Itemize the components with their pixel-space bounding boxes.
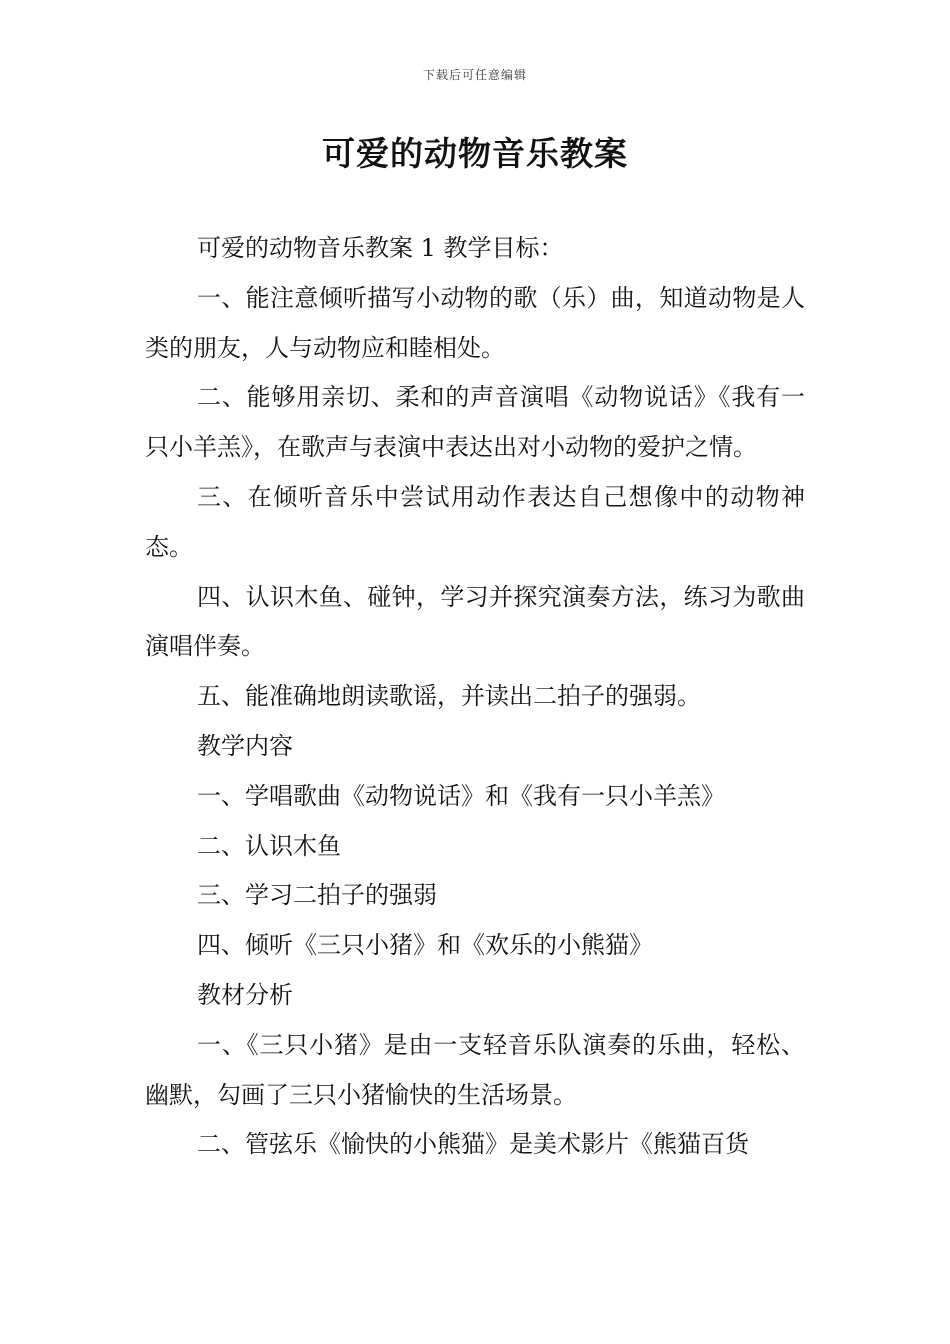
paragraph-analysis-1: 一、《三只小猪》是由一支轻音乐队演奏的乐曲，轻松、幽默，勾画了三只小猪愉快的生活场景。	[145, 1030, 805, 1109]
paragraph-content-1: 一、学唱歌曲《动物说话》和《我有一只小羊羔》	[197, 781, 725, 810]
paragraph-content-2: 二、认识木鱼	[197, 831, 341, 860]
paragraph-content-heading: 教学内容	[197, 731, 293, 760]
document-body	[145, 224, 805, 1170]
paragraph-analysis-heading: 教材分析	[197, 980, 293, 1009]
paragraph-objective-5: 五、能准确地朗读歌谣，并读出二拍子的强弱。	[197, 682, 701, 711]
paragraph-content-3: 三、学习二拍子的强弱	[197, 881, 437, 910]
paragraph-content-4: 四、倾听《三只小猪》和《欢乐的小熊猫》	[197, 931, 653, 960]
paragraph-analysis-2: 二、管弦乐《愉快的小熊猫》是美术影片《熊猫百货	[197, 1130, 749, 1159]
paragraph-objectives-heading: 可爱的动物音乐教案 1 教学目标：	[197, 234, 564, 262]
paragraph-objective-3: 三、在倾听音乐中尝试用动作表达自己想像中的动物神态。	[145, 482, 805, 561]
paragraph-objective-1: 一、能注意倾听描写小动物的歌（乐）曲，知道动物是人类的朋友，人与动物应和睦相处。	[145, 283, 805, 362]
paragraph-objective-2: 二、能够用亲切、柔和的声音演唱《动物说话》《我有一只小羊羔》，在歌声与表演中表达出对小动物的爱护之情。	[145, 383, 805, 462]
header-note: 下载后可任意编辑	[422, 68, 527, 82]
document-title: 可爱的动物音乐教案	[322, 134, 628, 173]
paragraph-objective-4: 四、认识木鱼、碰钟，学习并探究演奏方法，练习为歌曲演唱伴奏。	[145, 582, 805, 661]
